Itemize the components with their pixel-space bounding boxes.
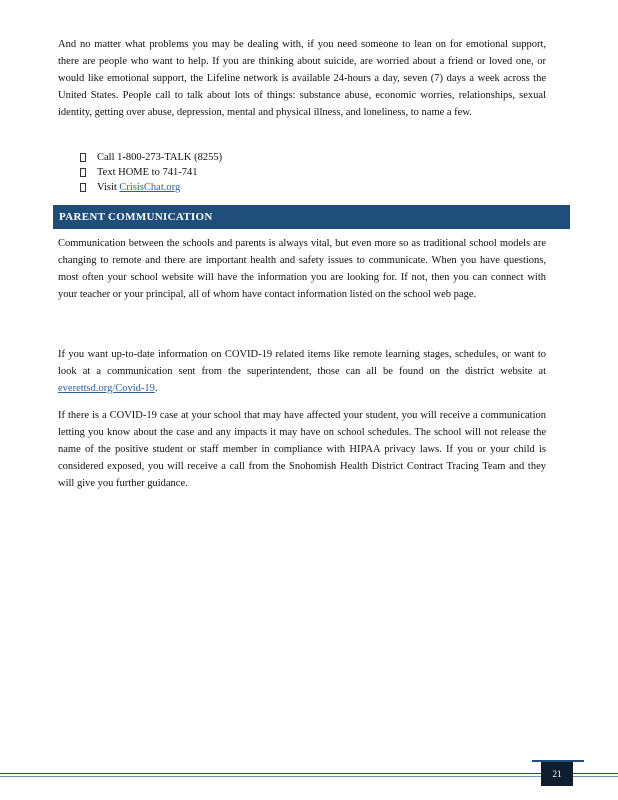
page-number: 21: [541, 762, 573, 786]
crisis-contact-list: [80, 150, 222, 195]
covid-info-text: If you want up-to-date information on COVID-19 related items like remote learning stages, schedules, or want to look at a communication sent from the superintendent, those can all be found on the district website at: [58, 349, 546, 377]
checkbox-bullet-icon: [80, 168, 86, 177]
visit-prefix: Visit: [97, 182, 120, 193]
crisischat-link[interactable]: CrisisChat.org: [119, 182, 181, 193]
list-item: [80, 150, 222, 165]
list-item: [80, 180, 222, 195]
communication-paragraph-2: [58, 346, 546, 397]
call-contact: Call 1-800-273-TALK (8255): [97, 152, 223, 163]
communication-paragraph-1: Communication between the schools and parents is always vital, but even more so as traditional school models are changing to remote and there are important health and safety issues to communicate. When you have questions, most often your school website will have the information you are looking for. If not, then you can connect with your teacher or your principal, all of whom have contact information listed on the school web page.: [58, 238, 546, 300]
list-item: [80, 165, 222, 180]
intro-paragraph: And no matter what problems you may be dealing with, if you need someone to lean on for emotional support, there are people who want to help. If you are thinking about suicide, are worried about a friend or loved one, or would like emotional support, the Lifeline network is available 24-hours a day, seven (7) days a week across the United States. People call to talk about lots of things: substance abuse, economic worries, relationships, sexual identity, getting over abuse, depression, mental and physical illness, and loneliness, to name a few.: [58, 39, 546, 118]
footer-rule: [0, 773, 618, 774]
district-covid-link[interactable]: everettsd.org/Covid-19: [58, 383, 155, 394]
footer-rule-secondary: [0, 776, 618, 777]
communication-paragraph-3: If there is a COVID-19 case at your school that may have affected your student, you will receive a communication letting you know about the case and any impacts it may have on school schedules. The school will not release the name of the positive student or staff member in compliance with HIPAA privacy laws. If you or your child is considered exposed, you will receive a call from the Snohomish Health District Contract Tracing Team and they will give you further guidance.: [58, 410, 546, 489]
section-heading-parent-communication: PARENT COMMUNICATION: [53, 205, 570, 229]
checkbox-bullet-icon: [80, 183, 86, 192]
checkbox-bullet-icon: [80, 153, 86, 162]
covid-info-suffix: .: [154, 383, 158, 394]
text-contact: Text HOME to 741-741: [97, 167, 198, 178]
